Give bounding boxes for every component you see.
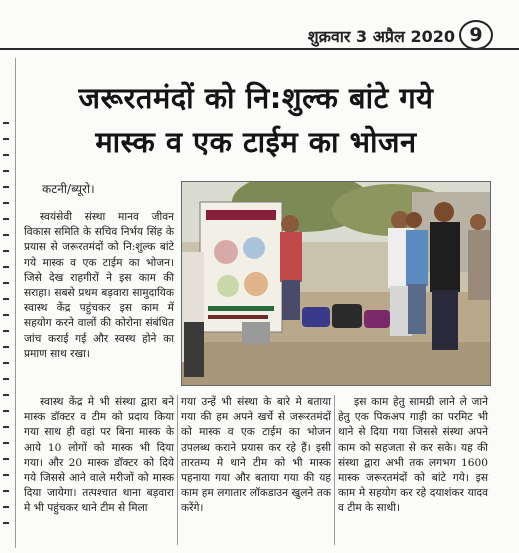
paragraph: स्वास्थ केंद्र मे भी संस्था द्वारा बने मास्क डॉक्टर व टीम को प्रदाय किया गया साथ ही वहां पर बिना मास्क के आये 10 लोगों को मास्क भी दिया गया। और 20 मास्क डॉक्टर को दिये गये जिससे आने वाले मरीजों को मास्क दिया जायेगा। तत्पश्चात थाना बड़वारा मे भी पहुंचकर थाने टीम से मिला [24,396,174,515]
page-header [0,0,519,52]
adjacent-column-fragment [0,58,14,553]
column-divider [177,395,178,545]
page-number: 9 [459,20,493,50]
article-headline [16,78,496,166]
headline-line-2: मास्क व एक टाईम का भोजन [95,125,417,159]
issue-date: शुक्रवार 3 अप्रैल 2020 [307,27,455,46]
paragraph: गया उन्हें भी संस्था के बारे मे बताया गया की हम अपने खर्चे से जरूरतमंदों को मास्क व एक टाईम का भोजन उपलब्ध कराने प्रयास कर रहे हैं। इसी तारतम्य मे थाने टीम को भी मास्क पहनाया गया और बताया गया की यह काम हम लगातार लॉकडाउन खुलने तक करेंगे। [181,396,331,515]
headline-line-1: जरूरतमंदों को नि:शुल्क बांटे गये [78,81,434,115]
article-column-3 [338,395,488,517]
news-photo [181,181,491,386]
column-divider [334,395,335,545]
article-column-2 [181,395,331,517]
paragraph: इस काम हेतु सामग्री लाने ले जाने हेतु एक पिकअप गाड़ी का परमिट भी थाने से दिया गया जिससे संस्था अपने काम को सहजता से कर सके। यह की संस्था द्वारा अभी तक लगभग 1600 मास्क जरूरतमंदों को बांटे गये। इस काम मे सहयोग कर रहे दयाशंकर यादव व टीम के साथी। [338,396,488,515]
article-column-1-bottom [24,395,174,517]
article-column-1-top [24,210,174,362]
paragraph: स्वयंसेवी संस्था मानव जीवन विकास समिति के सचिव निर्भय सिंह के प्रयास से जरूरतमंदों को नि:शुल्क बांटे गये मास्क व एक टाईम का भोजन। जिसे देख राहगीरों ने इस काम की सराहा। सबसे प्रथम बड़वारा सामुदायिक स्वास्थ केंद्र पहुंचकर इस काम में सहयोग करने वालों की कोरोना संबंधित जांच कराई गई और स्वस्थ होने का प्रमाण साथ रखा। [24,211,174,360]
byline: कटनी/ब्यूरो। [42,182,95,196]
header-rule [0,48,519,50]
